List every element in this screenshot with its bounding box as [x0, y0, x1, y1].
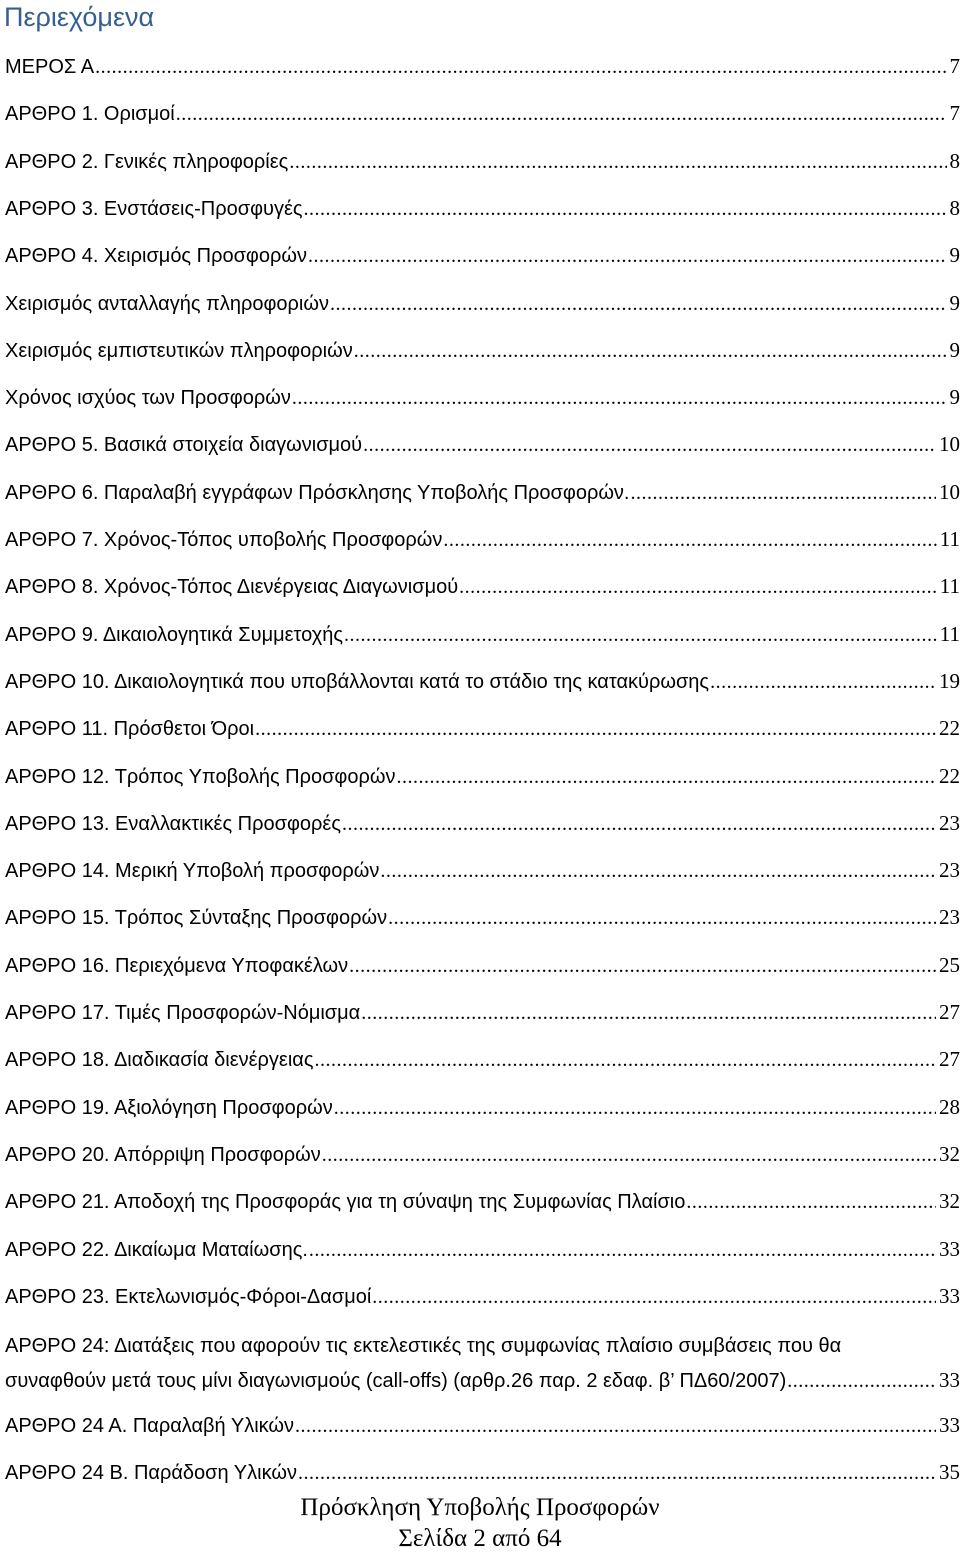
toc-entry-label: ΑΡΘΡΟ 9. Δικαιολογητικά Συμμετοχής — [5, 622, 343, 648]
toc-entry-label: ΜΕΡΟΣ Α — [5, 54, 94, 80]
toc-entry-label: ΑΡΘΡΟ 6. Παραλαβή εγγράφων Πρόσκλησης Υποβολής Προσφορών. — [5, 480, 630, 506]
toc-entry-label: ΑΡΘΡΟ 24 Β. Παράδοση Υλικών — [5, 1460, 297, 1486]
toc-entry-label: ΑΡΘΡΟ 17. Τιμές Προσφορών-Νόμισμα — [5, 1000, 360, 1026]
toc-entry-page: 7 — [948, 53, 960, 79]
toc-entry-label: ΑΡΘΡΟ 21. Αποδοχή της Προσφοράς για τη σύναψη της Συμφωνίας Πλαίσιο — [5, 1189, 685, 1215]
toc-entry-line2 — [5, 1363, 960, 1398]
toc-entry-page: 23 — [937, 857, 960, 883]
toc-entry-page: 9 — [948, 337, 960, 363]
toc-leader-dots — [304, 196, 947, 222]
toc-entry-page: 23 — [937, 810, 960, 836]
toc-entry[interactable] — [5, 904, 960, 931]
toc-leader-dots — [308, 243, 946, 269]
toc-entry-page: 10 — [937, 479, 960, 505]
toc-entry-page: 33 — [937, 1283, 960, 1309]
toc-entry[interactable] — [5, 715, 960, 742]
toc-leader-dots — [631, 480, 937, 506]
toc-leader-dots — [397, 764, 936, 790]
toc-entry-label: ΑΡΘΡΟ 3. Ενστάσεις-Προσφυγές — [5, 196, 303, 222]
toc-entry[interactable] — [5, 242, 960, 269]
toc-leader-dots — [380, 858, 936, 884]
toc-entry[interactable] — [5, 148, 960, 175]
toc-entry[interactable] — [5, 668, 960, 695]
toc-entry[interactable] — [5, 621, 960, 648]
toc-entry[interactable] — [5, 384, 960, 411]
toc-entry-label: Χειρισμός ανταλλαγής πληροφοριών — [5, 291, 329, 317]
toc-entry-page: 27 — [937, 999, 960, 1025]
toc-entry-label: ΑΡΘΡΟ 24 Α. Παραλαβή Υλικών — [5, 1413, 294, 1439]
toc-leader-dots — [309, 1237, 936, 1263]
footer-title: Πρόσκληση Υποβολής Προσφορών — [0, 1493, 960, 1523]
toc-leader-dots — [330, 291, 947, 317]
toc-entry-page: 22 — [937, 715, 960, 741]
toc-entry-label: ΑΡΘΡΟ 15. Τρόπος Σύνταξης Προσφορών — [5, 905, 387, 931]
toc-entry-page: 11 — [938, 526, 960, 552]
toc-entry[interactable] — [5, 763, 960, 790]
toc-leader-dots — [314, 1047, 936, 1073]
toc-entry-label: ΑΡΘΡΟ 10. Δικαιολογητικά που υποβάλλονται κατά το στάδιο της κατακύρωσης — [5, 669, 709, 695]
toc-entry-page: 32 — [937, 1141, 960, 1167]
toc-entry-page: 8 — [948, 148, 960, 174]
toc-entry-page: 19 — [937, 668, 960, 694]
toc-entry[interactable] — [5, 337, 960, 364]
toc-entry-page: 25 — [937, 952, 960, 978]
toc-entry-label: ΑΡΘΡΟ 13. Εναλλακτικές Προσφορές — [5, 811, 341, 837]
toc-entry[interactable] — [5, 100, 960, 127]
toc-entry-page: 7 — [948, 100, 960, 126]
toc-leader-dots — [388, 905, 936, 931]
footer-page-number: Σελίδα 2 από 64 — [0, 1524, 960, 1554]
toc-entry-label: ΑΡΘΡΟ 20. Απόρριψη Προσφορών — [5, 1142, 321, 1168]
toc-entry-page: 33 — [937, 1363, 960, 1397]
toc-leader-dots — [349, 953, 936, 979]
toc-entry-label: ΑΡΘΡΟ 18. Διαδικασία διενέργειας — [5, 1047, 313, 1073]
toc-entry-page: 32 — [937, 1188, 960, 1214]
toc-leader-dots — [289, 149, 946, 175]
toc-leader-dots — [372, 1284, 936, 1310]
toc-entry[interactable] — [5, 479, 960, 506]
toc-entry[interactable] — [5, 1188, 960, 1215]
toc-leader-dots — [710, 669, 936, 695]
toc-entry-label: ΑΡΘΡΟ 11. Πρόσθετοι Όροι — [5, 716, 254, 742]
toc-entry-page: 22 — [937, 763, 960, 789]
toc-leader-dots — [459, 574, 937, 600]
toc-leader-dots — [787, 1364, 936, 1398]
toc-entry[interactable] — [5, 1412, 960, 1439]
toc-entry[interactable] — [5, 431, 960, 458]
toc-leader-dots — [176, 101, 947, 127]
toc-entry-page: 35 — [937, 1459, 960, 1485]
toc-entry-label: ΑΡΘΡΟ 12. Τρόπος Υποβολής Προσφορών — [5, 764, 396, 790]
toc-entry-label: ΑΡΘΡΟ 22. Δικαίωμα Ματαίωσης. — [5, 1237, 308, 1263]
toc-entry-page: 9 — [948, 242, 960, 268]
toc-entry[interactable] — [5, 53, 960, 80]
toc-entry[interactable] — [5, 952, 960, 979]
toc-entry-page: 23 — [937, 904, 960, 930]
toc-leader-dots — [354, 338, 947, 364]
toc-entry-label: Χειρισμός εμπιστευτικών πληροφοριών — [5, 338, 353, 364]
toc-entry-label: ΑΡΘΡΟ 7. Χρόνος-Τόπος υποβολής Προσφορών — [5, 527, 442, 553]
toc-entry[interactable] — [5, 1094, 960, 1121]
toc-leader-dots — [298, 1460, 936, 1486]
toc-heading: Περιεχόμενα — [4, 0, 154, 34]
toc-entry[interactable] — [5, 526, 960, 553]
toc-leader-dots — [95, 54, 946, 80]
toc-entry-label: ΑΡΘΡΟ 16. Περιεχόμενα Υποφακέλων — [5, 953, 348, 979]
toc-leader-dots — [295, 1413, 936, 1439]
toc-entry-label: ΑΡΘΡΟ 8. Χρόνος-Τόπος Διενέργειας Διαγωνισμού — [5, 574, 458, 600]
toc-entry-page: 8 — [948, 195, 960, 221]
toc-entry-page: 10 — [937, 431, 960, 457]
toc-leader-dots — [363, 432, 936, 458]
toc-entry[interactable] — [5, 999, 960, 1026]
toc-leader-dots — [344, 622, 937, 648]
toc-entry-page: 11 — [938, 573, 960, 599]
toc-leader-dots — [443, 527, 936, 553]
toc-entry-label: ΑΡΘΡΟ 1. Ορισμοί — [5, 101, 175, 127]
toc-entry-page: 9 — [948, 384, 960, 410]
toc-entry-page: 33 — [937, 1236, 960, 1262]
toc-entry-label: ΑΡΘΡΟ 14. Μερική Υποβολή προσφορών — [5, 858, 379, 884]
toc-entry[interactable] — [5, 1459, 960, 1486]
toc-entry[interactable] — [5, 1046, 960, 1073]
toc-entry-label: ΑΡΘΡΟ 4. Χειρισμός Προσφορών — [5, 243, 307, 269]
toc-entry[interactable] — [5, 1141, 960, 1168]
toc-leader-dots — [361, 1000, 936, 1026]
toc-entry-label: ΑΡΘΡΟ 2. Γενικές πληροφορίες — [5, 149, 288, 175]
toc-leader-dots — [334, 1095, 936, 1121]
toc-entry-label: ΑΡΘΡΟ 5. Βασικά στοιχεία διαγωνισμού — [5, 432, 362, 458]
toc-entry-label: ΑΡΘΡΟ 19. Αξιολόγηση Προσφορών — [5, 1095, 333, 1121]
toc-entry-label: Χρόνος ισχύος των Προσφορών — [5, 385, 291, 411]
toc-entry[interactable] — [5, 195, 960, 222]
toc-entry-page: 27 — [937, 1046, 960, 1072]
toc-entry-label: ΑΡΘΡΟ 23. Εκτελωνισμός-Φόροι-Δασμοί — [5, 1284, 371, 1310]
toc-entry[interactable] — [5, 290, 960, 317]
toc-entry[interactable] — [5, 573, 960, 600]
toc-entry-page: 33 — [937, 1412, 960, 1438]
toc-entry-multiline[interactable] — [5, 1329, 960, 1398]
toc-leader-dots — [686, 1189, 936, 1215]
toc-leader-dots — [292, 385, 947, 411]
toc-entry-page: 9 — [948, 290, 960, 316]
toc-entry-label-line2: συναφθούν μετά τους μίνι διαγωνισμούς (call-offs) (αρθρ.26 παρ. 2 εδαφ. β’ ΠΔ60/2007) — [5, 1364, 786, 1398]
toc-entry-page: 28 — [937, 1094, 960, 1120]
toc-leader-dots — [322, 1142, 936, 1168]
toc-entry-label-line1: ΑΡΘΡΟ 24: Διατάξεις που αφορούν τις εκτελεστικές της συμφωνίας πλαίσιο συμβάσεις που θα — [5, 1329, 960, 1363]
toc-leader-dots — [342, 811, 936, 837]
toc-leader-dots — [255, 716, 936, 742]
toc-entry[interactable] — [5, 1236, 960, 1263]
toc-entry[interactable] — [5, 810, 960, 837]
toc-entry[interactable] — [5, 857, 960, 884]
toc-entry[interactable] — [5, 1283, 960, 1310]
toc-entry-page: 11 — [938, 621, 960, 647]
